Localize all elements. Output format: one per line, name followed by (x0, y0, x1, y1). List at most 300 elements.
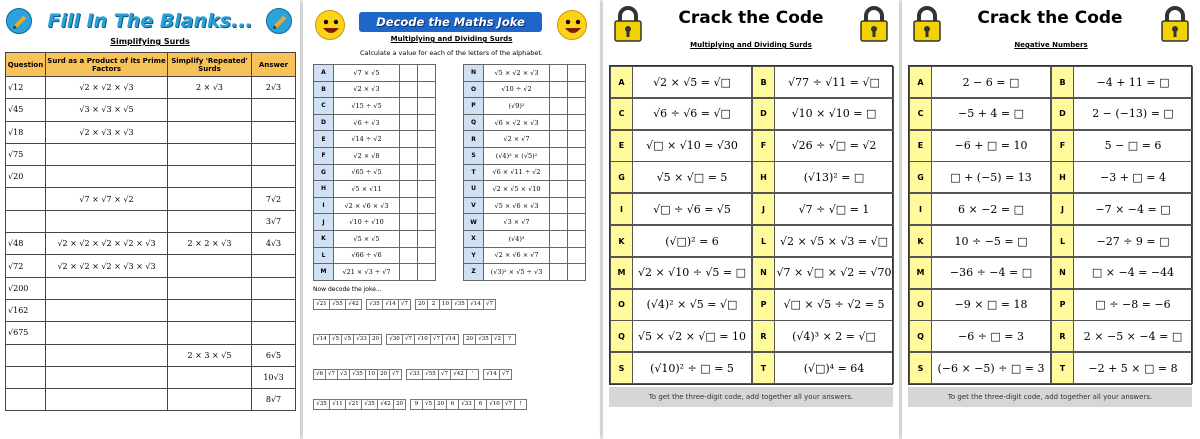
letter-label: L (753, 226, 775, 256)
equation[interactable]: −5 + 4 = □ (957, 107, 1025, 121)
letter-label: H (753, 162, 775, 192)
table-row (6, 99, 296, 121)
answer-box[interactable] (568, 81, 586, 98)
letter-label: T (1052, 353, 1074, 383)
answer-box[interactable] (550, 81, 568, 98)
joke-cell: 10 (365, 369, 378, 380)
table-cell: 2 × 3 × √5 (168, 344, 252, 366)
joke-cell: 9 (410, 399, 423, 410)
expression: (√9)² (484, 98, 550, 115)
answer-box[interactable] (568, 181, 586, 198)
table-cell (46, 210, 168, 232)
equation[interactable]: √7 × √□ × √2 = √70 (776, 266, 892, 280)
equation[interactable]: √5 × √2 × √□ = 10 (637, 329, 747, 343)
letter-label: W (464, 214, 484, 231)
letter-label: U (464, 181, 484, 198)
letter-label: G (910, 162, 932, 192)
table-cell (168, 188, 252, 210)
equation[interactable]: (√4)³ × 2 = √□ (792, 329, 876, 343)
equation[interactable]: 2 − 6 = □ (962, 75, 1020, 89)
worksheet-subtitle: Simplifying Surds (110, 37, 190, 46)
joke-cell: √35 (451, 299, 468, 310)
column-header: Answer (252, 53, 296, 77)
equation[interactable]: √2 × √5 × √3 = √□ (779, 234, 889, 248)
answer-box[interactable] (418, 114, 436, 131)
table-cell (168, 366, 252, 388)
letter-label: Q (464, 114, 484, 131)
equation[interactable]: 5 − □ = 6 (1104, 139, 1162, 153)
joke-row (313, 399, 526, 410)
expression: √5 × √2 × √3 (484, 65, 550, 82)
table-cell (6, 210, 46, 232)
code-cell (610, 289, 752, 321)
joke-cell: 20 (377, 369, 390, 380)
surd-table (5, 52, 296, 411)
answer-box[interactable] (550, 98, 568, 115)
letter-label: J (1052, 194, 1074, 224)
table-row (6, 344, 296, 366)
expression: √6 × √11 ÷ √2 (484, 164, 550, 181)
joke-cell: √14 (382, 299, 399, 310)
table-cell: √3 × √3 × √5 (46, 99, 168, 121)
letter-label: Q (910, 321, 932, 351)
answer-box[interactable] (418, 98, 436, 115)
table-cell: 6√5 (252, 344, 296, 366)
code-cell (752, 225, 894, 257)
letter-label: K (910, 226, 932, 256)
expression: √7 × √5 (334, 65, 400, 82)
answer-box[interactable] (400, 197, 418, 214)
joke-cell: √33 (458, 399, 475, 410)
table-cell (168, 99, 252, 121)
letter-label: I (611, 194, 633, 224)
letter-row (464, 197, 586, 214)
worksheet-title: Crack the Code (977, 8, 1123, 28)
equation[interactable]: 2 − (−13) = □ (1092, 107, 1174, 121)
letter-label: M (611, 258, 633, 288)
letter-label: Q (611, 321, 633, 351)
letter-row (314, 98, 436, 115)
worksheet-subtitle: Multiplying and Dividing Surds (690, 41, 812, 49)
answer-box[interactable] (568, 114, 586, 131)
expression: (√4)² × (√5)² (484, 147, 550, 164)
answer-box[interactable] (418, 147, 436, 164)
letter-row (314, 65, 436, 82)
answer-box[interactable] (550, 147, 568, 164)
letter-label: C (314, 98, 334, 115)
equation[interactable]: −4 + 11 = □ (1096, 75, 1170, 89)
joke-row (313, 369, 511, 380)
code-cell (752, 257, 894, 289)
letter-label: S (611, 353, 633, 383)
answer-box[interactable] (400, 131, 418, 148)
equation[interactable]: −2 + 5 × □ = 8 (1088, 361, 1178, 375)
letter-row (314, 131, 436, 148)
joke-cell: √33 (353, 334, 370, 345)
code-cell (1051, 193, 1193, 225)
table-cell (6, 344, 46, 366)
equation[interactable]: −7 × −4 = □ (1095, 202, 1171, 216)
answer-box[interactable] (550, 181, 568, 198)
letter-label: D (1052, 99, 1074, 129)
letter-label: V (464, 197, 484, 214)
joke-cell: √35 (313, 399, 330, 410)
equation[interactable]: √26 ÷ √□ = √2 (791, 139, 877, 153)
answer-box[interactable] (418, 65, 436, 82)
letter-label: D (753, 99, 775, 129)
letter-label: X (464, 230, 484, 247)
instruction-text: Calculate a value for each of the letters of the alphabet. (360, 49, 543, 57)
worksheet-subtitle: Negative Numbers (1014, 41, 1088, 49)
code-cell (909, 66, 1051, 98)
table-row (6, 121, 296, 143)
expression: √2 × √5 × √10 (484, 181, 550, 198)
letter-label: H (314, 181, 334, 198)
equation[interactable]: √6 ÷ √6 = √□ (653, 107, 731, 121)
equation[interactable]: √□ × √5 ÷ √2 = 5 (783, 298, 885, 312)
equation[interactable]: √5 × √□ = 5 (656, 170, 728, 184)
table-cell (252, 166, 296, 188)
answer-box[interactable] (418, 264, 436, 281)
code-cell (1051, 320, 1193, 352)
table-cell (168, 277, 252, 299)
letter-row (464, 98, 586, 115)
equation[interactable]: (−6 × −5) ÷ □ = 3 (937, 361, 1045, 375)
answer-box[interactable] (400, 65, 418, 82)
table-cell (168, 389, 252, 411)
letter-label: M (910, 258, 932, 288)
table-cell (168, 255, 252, 277)
equation[interactable]: √□ × √10 = √30 (646, 139, 738, 153)
table-cell: √72 (6, 255, 46, 277)
answer-box[interactable] (400, 264, 418, 281)
worksheet-fill-in-blanks (0, 0, 300, 439)
code-cell (1051, 352, 1193, 384)
equation[interactable]: −9 × □ = 18 (954, 298, 1028, 312)
answer-box[interactable] (550, 197, 568, 214)
expression: √10 ÷ √2 (484, 81, 550, 98)
expression: √10 ÷ √10 (334, 214, 400, 231)
table-cell: √2 × √2 × √2 × √2 × √3 (46, 233, 168, 255)
table-row (6, 299, 296, 321)
table-cell: 8√7 (252, 389, 296, 411)
equation[interactable]: √77 ÷ √11 = √□ (788, 75, 880, 89)
answer-box[interactable] (418, 131, 436, 148)
letter-label: L (1052, 226, 1074, 256)
letter-label: T (753, 353, 775, 383)
table-cell: 4√3 (252, 233, 296, 255)
answer-box[interactable] (550, 264, 568, 281)
table-cell (6, 188, 46, 210)
equation[interactable]: (√□)⁴ = 64 (803, 361, 865, 375)
joke-row (313, 334, 515, 345)
expression: √2 × √7 (484, 131, 550, 148)
letter-label: C (910, 99, 932, 129)
equation[interactable]: −6 ÷ □ = 3 (957, 329, 1025, 343)
answer-box[interactable] (418, 81, 436, 98)
table-row (6, 322, 296, 344)
answer-box[interactable] (550, 65, 568, 82)
expression: √5 × √11 (334, 181, 400, 198)
answer-box[interactable] (550, 247, 568, 264)
table-cell: √162 (6, 299, 46, 321)
code-cell (752, 193, 894, 225)
worksheet-decode-joke (303, 0, 600, 439)
equation[interactable]: −36 ÷ −4 = □ (949, 266, 1033, 280)
equation[interactable]: □ + (−5) = 13 (950, 170, 1032, 184)
answer-box[interactable] (568, 164, 586, 181)
table-row (6, 210, 296, 232)
equation[interactable]: √7 ÷ √□ = 1 (798, 202, 870, 216)
joke-cell: √10 (486, 399, 503, 410)
joke-cell: √7 (402, 334, 415, 345)
expression: √21 × √3 ÷ √7 (334, 264, 400, 281)
code-cell (909, 289, 1051, 321)
joke-cell: √35 (366, 299, 383, 310)
table-cell (168, 166, 252, 188)
table-cell (46, 322, 168, 344)
answer-box[interactable] (568, 147, 586, 164)
joke-cell: √2 (491, 334, 504, 345)
letter-label: R (1052, 321, 1074, 351)
worksheet-crack-code-negative (902, 0, 1200, 439)
equation[interactable]: −6 + □ = 10 (954, 139, 1028, 153)
table-cell: 3√7 (252, 210, 296, 232)
equation[interactable]: (√4)² × √5 = √□ (646, 298, 738, 312)
joke-cell: √14 (442, 334, 459, 345)
joke-cell: √7 (483, 299, 496, 310)
table-cell: √200 (6, 277, 46, 299)
letter-label: S (464, 147, 484, 164)
letter-table-right (463, 64, 586, 281)
pencil-icon (266, 8, 292, 34)
answer-box[interactable] (550, 164, 568, 181)
code-cell (610, 257, 752, 289)
table-row (6, 277, 296, 299)
answer-box[interactable] (568, 214, 586, 231)
answer-box[interactable] (568, 98, 586, 115)
code-cell (752, 289, 894, 321)
answer-box[interactable] (550, 131, 568, 148)
equation[interactable]: −3 + □ = 4 (1099, 170, 1167, 184)
table-cell (252, 143, 296, 165)
code-cell (909, 161, 1051, 193)
equation[interactable]: (√10)² ÷ □ = 5 (650, 361, 734, 375)
answer-box[interactable] (400, 247, 418, 264)
joke-cell: √5 (341, 334, 354, 345)
code-cell (1051, 161, 1193, 193)
letter-row (464, 81, 586, 98)
worksheet-subtitle: Multiplying and Dividing Surds (390, 35, 513, 43)
joke-cell: √35 (475, 334, 492, 345)
padlock-icon (1160, 6, 1190, 42)
joke-cell: √35 (361, 399, 378, 410)
code-cell (752, 66, 894, 98)
table-cell: √2 × √2 × √2 × √3 × √3 (46, 255, 168, 277)
letter-row (464, 114, 586, 131)
code-cell (1051, 257, 1193, 289)
answer-box[interactable] (418, 197, 436, 214)
joke-cell: √3 (337, 369, 350, 380)
letter-label: F (753, 131, 775, 161)
equation[interactable]: □ ÷ −8 = −6 (1095, 298, 1171, 312)
joke-cell: √33 (406, 369, 423, 380)
table-cell: √75 (6, 143, 46, 165)
equation[interactable]: √10 × √10 = □ (791, 107, 877, 121)
letter-label: J (314, 214, 334, 231)
letter-label: A (910, 67, 932, 97)
expression: √66 ÷ √6 (334, 247, 400, 264)
table-cell: √12 (6, 77, 46, 99)
answer-box[interactable] (400, 230, 418, 247)
equation[interactable]: 6 × −2 = □ (957, 202, 1025, 216)
joke-cell: √7 (438, 369, 451, 380)
answer-box[interactable] (568, 247, 586, 264)
code-cell (1051, 130, 1193, 162)
expression: √6 ÷ √3 (334, 114, 400, 131)
code-cell (909, 98, 1051, 130)
table-cell (46, 389, 168, 411)
answer-box[interactable] (568, 197, 586, 214)
code-cell (909, 257, 1051, 289)
letter-label: P (753, 290, 775, 320)
letter-label: L (314, 247, 334, 264)
expression: √15 ÷ √5 (334, 98, 400, 115)
table-cell: 7√2 (252, 188, 296, 210)
table-cell (168, 322, 252, 344)
answer-box[interactable] (418, 230, 436, 247)
letter-label: B (314, 81, 334, 98)
letter-row (464, 230, 586, 247)
answer-box[interactable] (400, 98, 418, 115)
answer-box[interactable] (400, 214, 418, 231)
equation[interactable]: (√13)² = □ (803, 170, 865, 184)
code-cell (909, 130, 1051, 162)
expression: √5 × √6 × √3 (484, 197, 550, 214)
letter-label: T (464, 164, 484, 181)
equation[interactable]: √□ ÷ √6 = √5 (653, 202, 731, 216)
table-cell: 2√3 (252, 77, 296, 99)
answer-box[interactable] (400, 164, 418, 181)
joke-cell: 20 (463, 334, 476, 345)
table-row (6, 233, 296, 255)
letter-row (314, 264, 436, 281)
worksheet-title: Crack the Code (678, 8, 824, 28)
letter-label: G (314, 164, 334, 181)
letter-label: F (1052, 131, 1074, 161)
answer-box[interactable] (550, 114, 568, 131)
letter-label: Y (464, 247, 484, 264)
answer-box[interactable] (400, 81, 418, 98)
joke-cell: 20 (369, 334, 382, 345)
code-cell (752, 352, 894, 384)
table-cell (46, 277, 168, 299)
answer-box[interactable] (568, 230, 586, 247)
equation[interactable]: 2 × −5 × −4 = □ (1083, 329, 1183, 343)
joke-cell: 20 (434, 399, 447, 410)
table-row (6, 188, 296, 210)
answer-box[interactable] (550, 230, 568, 247)
joke-cell: 10 (439, 299, 452, 310)
letter-label: P (1052, 290, 1074, 320)
letter-label: E (611, 131, 633, 161)
joke-cell: ? (503, 334, 516, 345)
code-cell (909, 225, 1051, 257)
table-cell (46, 166, 168, 188)
table-row (6, 366, 296, 388)
answer-box[interactable] (568, 131, 586, 148)
joke-cell: √42 (450, 369, 467, 380)
code-cell (610, 130, 752, 162)
worksheet-title: Fill In The Blanks... (47, 10, 253, 32)
table-cell (252, 277, 296, 299)
code-cell (610, 161, 752, 193)
equation[interactable]: √2 × √5 = √□ (653, 75, 731, 89)
code-cell (1051, 289, 1193, 321)
joke-cell: ! (514, 399, 527, 410)
letter-label: M (314, 264, 334, 281)
joke-cell: √11 (329, 399, 346, 410)
table-cell: 2 × 2 × √3 (168, 233, 252, 255)
letter-row (314, 181, 436, 198)
letter-row (314, 214, 436, 231)
equation[interactable]: (√□)² = 6 (665, 234, 719, 248)
answer-box[interactable] (568, 65, 586, 82)
answer-box[interactable] (418, 247, 436, 264)
answer-box[interactable] (400, 181, 418, 198)
table-row (6, 143, 296, 165)
letter-row (314, 164, 436, 181)
table-cell (46, 366, 168, 388)
table-cell (252, 121, 296, 143)
expression: √14 ÷ √2 (334, 131, 400, 148)
answer-box[interactable] (418, 214, 436, 231)
letter-label: E (314, 131, 334, 148)
expression: (√3)² × √5 ÷ √3 (484, 264, 550, 281)
table-row (6, 389, 296, 411)
table-cell (168, 299, 252, 321)
letter-row (464, 214, 586, 231)
table-cell: 2 × √3 (168, 77, 252, 99)
answer-box[interactable] (400, 114, 418, 131)
equation[interactable]: −27 ÷ 9 = □ (1096, 234, 1170, 248)
joke-cell: ' (466, 369, 479, 380)
answer-box[interactable] (568, 264, 586, 281)
joke-cell: 6 (474, 399, 487, 410)
equation[interactable]: □ × −4 = −44 (1091, 266, 1175, 280)
equation[interactable]: 10 ÷ −5 = □ (954, 234, 1028, 248)
table-cell (252, 299, 296, 321)
answer-box[interactable] (418, 164, 436, 181)
letter-label: I (910, 194, 932, 224)
column-header: Question (6, 53, 46, 77)
answer-box[interactable] (400, 147, 418, 164)
letter-label: N (1052, 258, 1074, 288)
code-cell (752, 130, 894, 162)
equation[interactable]: √2 × √10 ÷ √5 = □ (637, 266, 747, 280)
joke-cell: √7 (389, 369, 402, 380)
joke-cell: √55 (422, 369, 439, 380)
letter-row (314, 197, 436, 214)
table-cell: √7 × √7 × √2 (46, 188, 168, 210)
answer-box[interactable] (550, 214, 568, 231)
answer-box[interactable] (418, 181, 436, 198)
letter-label: K (611, 226, 633, 256)
joke-cell: √7 (430, 334, 443, 345)
letter-label: O (464, 81, 484, 98)
code-cell (752, 98, 894, 130)
letter-row (464, 147, 586, 164)
